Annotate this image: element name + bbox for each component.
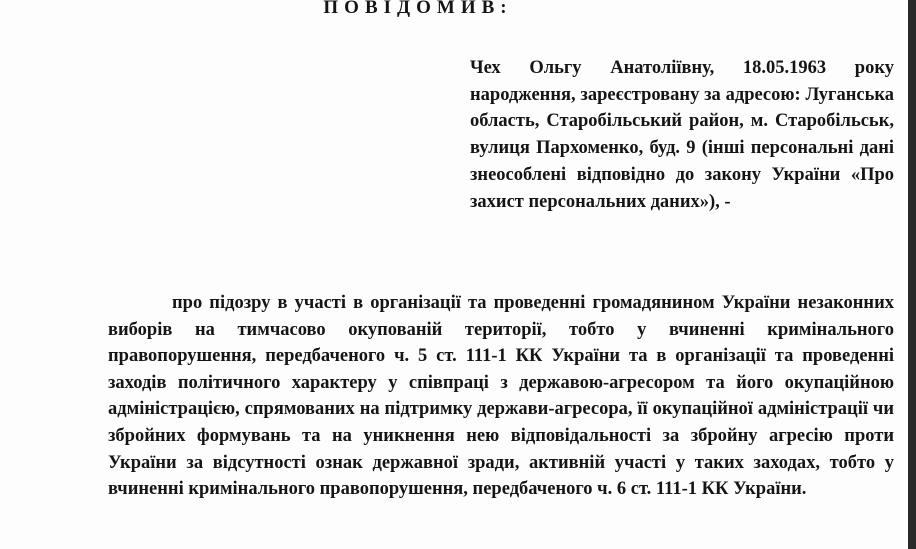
page-edge-border bbox=[908, 0, 916, 549]
person-details-paragraph: Чех Ольгу Анатоліївну, 18.05.1963 року народження, зареєстровану за адресою: Луганська область, Старобільський район, м. Старобільськ, вулиця Пархоменко, буд. 9 (інші персональні дані знеособлені відповідно до закону України «Про захист персональних даних»), - bbox=[470, 58, 894, 212]
suspicion-paragraph: про підозру в участі в організації та проведенні громадянином України незаконних виборів на тимчасово окупованій території, тобто у вчиненні кримінального правопорушення, передбаченого ч. 5 ст. 111-1 КК України та в організації та проведенні заходів політичного характеру у співпраці з державою-агресором та його окупаційною адміністрацією, спрямованих на підтримку держави-агресора, її окупаційної адміністрації чи збройних формувань та на уникнення нею відповідальності за збройну агресію проти України за відсутності ознак державної зради, активній участі у таких заходах, тобто у вчиненні кримінального правопорушення, передбаченого ч. 6 ст. 111-1 КК України. bbox=[108, 293, 894, 500]
document-heading: ПОВІДОМИВ: bbox=[323, 0, 513, 18]
